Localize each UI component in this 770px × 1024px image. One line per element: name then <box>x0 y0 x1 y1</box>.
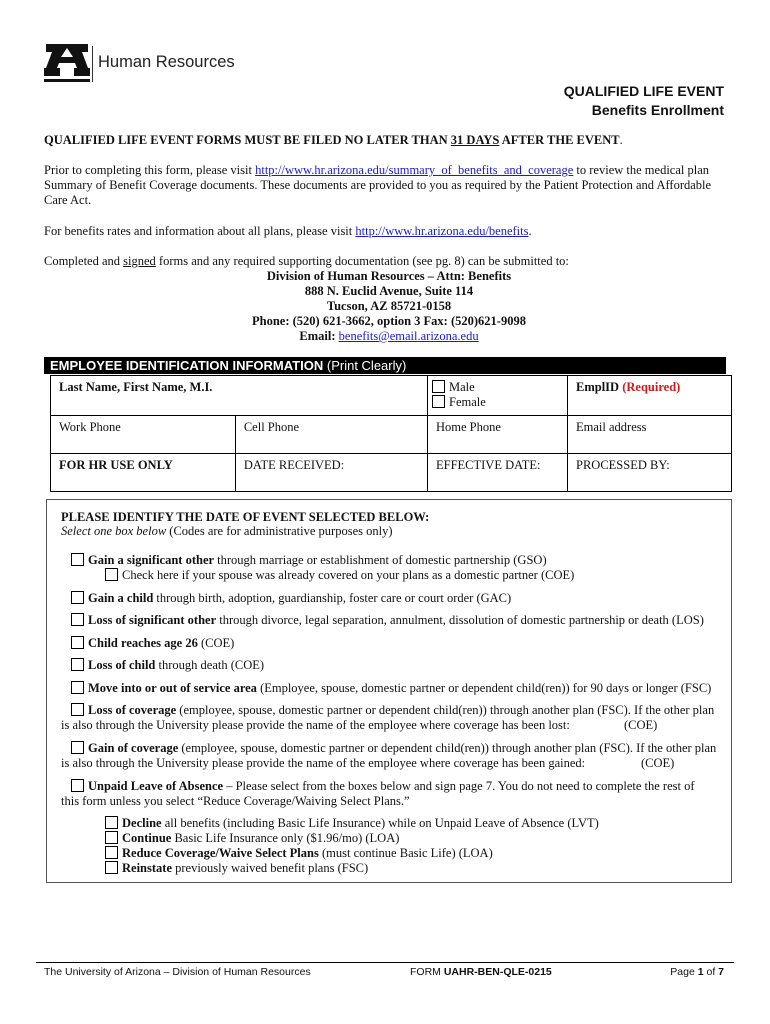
leave-option-decline[interactable] <box>105 816 719 831</box>
los-desc: through divorce, legal separation, annulment, dissolution of domestic partnership or death (LOS) <box>216 613 704 627</box>
submit-paragraph <box>44 254 734 269</box>
gain-cov-code: (COE) <box>641 756 675 770</box>
form-subtitle: Benefits Enrollment <box>591 102 724 118</box>
gain-cov-checkbox[interactable] <box>71 741 84 754</box>
continue-checkbox[interactable] <box>105 831 118 844</box>
event-gain-significant-other[interactable] <box>71 553 719 568</box>
female-option[interactable] <box>432 395 563 410</box>
continue-desc: Basic Life Insurance only ($1.96/mo) (LOA) <box>171 831 400 845</box>
identification-section-header <box>44 357 726 374</box>
event-unpaid-leave-cont <box>61 794 719 809</box>
email-address-label: Email address <box>576 420 647 434</box>
loss-cov-desc-2: is also through the University please provide the name of the employee where coverage has been lost: <box>61 718 570 732</box>
event-unpaid-leave[interactable] <box>71 779 719 794</box>
male-option[interactable] <box>432 380 563 395</box>
block-a-logo-icon <box>44 44 90 84</box>
male-checkbox[interactable] <box>432 380 445 393</box>
cell-phone-label: Cell Phone <box>243 420 300 434</box>
identification-table <box>50 375 732 492</box>
email-link[interactable]: benefits@email.arizona.edu <box>338 329 479 343</box>
female-label: Female <box>449 395 486 409</box>
decline-label: Decline <box>122 816 162 830</box>
gac-checkbox[interactable] <box>71 591 84 604</box>
deadline-end: . <box>619 133 623 147</box>
event-loss-of-coverage-cont <box>61 718 719 733</box>
event-gain-of-coverage-cont <box>61 756 719 771</box>
rates-paragraph <box>44 224 734 239</box>
cell-phone-cell[interactable] <box>235 416 427 454</box>
hr-use-cell <box>51 454 236 492</box>
emplid-required: (Required) <box>622 380 681 394</box>
sbc-text-post: to review the medical plan Summary of Benefit Coverage documents. These documents are provided to you as required by the Patient Protection and Affordable Care Act. <box>44 163 712 207</box>
reinstate-desc: previously waived benefit plans (FSC) <box>172 861 369 875</box>
female-checkbox[interactable] <box>432 395 445 408</box>
event-gain-child[interactable] <box>71 591 719 606</box>
instruction-italic: Select one box below <box>61 524 167 538</box>
coe-dp-checkbox[interactable] <box>105 568 118 581</box>
gain-cov-desc-1: (employee, spouse, domestic partner or dependent child(ren)) through another plan (FSC). If the other plan <box>178 741 717 755</box>
coe-dp-desc: Check here if your spouse was already covered on your plans as a domestic partner (COE) <box>122 568 575 582</box>
footer-form <box>410 966 552 978</box>
page-of: of <box>703 966 719 978</box>
processed-by-cell <box>568 454 732 492</box>
work-phone-cell[interactable] <box>51 416 236 454</box>
event-loss-of-child[interactable] <box>71 658 719 673</box>
org-name: Human Resources <box>98 53 235 71</box>
sbc-paragraph <box>44 163 734 208</box>
name-cell[interactable] <box>51 376 428 416</box>
decline-checkbox[interactable] <box>105 816 118 829</box>
loss-child-label: Loss of child <box>88 658 156 672</box>
reduce-label: Reduce Coverage/Waive Select Plans <box>122 846 319 860</box>
child26-checkbox[interactable] <box>71 636 84 649</box>
event-gain-of-coverage[interactable] <box>71 741 719 756</box>
sbc-text-pre: Prior to completing this form, please visit <box>44 163 256 177</box>
work-phone-label: Work Phone <box>59 420 121 434</box>
gain-cov-desc-2: is also through the University please provide the name of the employee where coverage has been gained: <box>61 756 586 770</box>
leave-option-continue[interactable] <box>105 831 719 846</box>
event-child-reaches-26[interactable] <box>71 636 719 651</box>
processed-by-label: PROCESSED BY: <box>576 458 670 472</box>
form-label: FORM <box>410 966 444 978</box>
address-email <box>44 329 734 344</box>
instruction-rest: (Codes are for administrative purposes only) <box>166 524 393 538</box>
gain-cov-label: Gain of coverage <box>88 741 179 755</box>
home-phone-label: Home Phone <box>436 420 501 434</box>
event-loss-significant-other[interactable] <box>71 613 719 628</box>
identification-title: EMPLOYEE IDENTIFICATION INFORMATION <box>50 358 324 373</box>
deadline-notice <box>44 133 623 148</box>
move-desc: (Employee, spouse, domestic partner or dependent child(ren)) for 90 days or longer (FSC) <box>256 681 712 695</box>
home-phone-cell[interactable] <box>428 416 568 454</box>
form-title: QUALIFIED LIFE EVENT <box>563 83 724 99</box>
address-line-2: 888 N. Euclid Avenue, Suite 114 <box>304 284 474 298</box>
page-label: Page <box>670 966 698 978</box>
email-label: Email: <box>299 329 339 343</box>
event-instruction <box>61 524 719 539</box>
los-label: Loss of significant other <box>88 613 217 627</box>
loss-child-checkbox[interactable] <box>71 658 84 671</box>
footer-page <box>670 966 724 978</box>
deadline-days: 31 DAYS <box>450 133 500 147</box>
unpaid-checkbox[interactable] <box>71 779 84 792</box>
unpaid-desc-1: – Please select from the boxes below and sign page 7. You do not need to complete the rest of <box>223 779 695 793</box>
effective-date-cell <box>428 454 568 492</box>
loss-child-desc: through death (COE) <box>155 658 265 672</box>
los-checkbox[interactable] <box>71 613 84 626</box>
emplid-label: EmplID <box>576 380 620 394</box>
submit-text-post: forms and any required supporting documentation (see pg. 8) can be submitted to: <box>155 254 569 268</box>
sbc-link[interactable]: http://www.hr.arizona.edu/summary_of_benefits_and_coverage <box>255 163 574 177</box>
hr-use-label: FOR HR USE ONLY <box>59 458 173 472</box>
address-line-1: Division of Human Resources – Attn: Benefits <box>266 269 512 283</box>
university-logo <box>44 44 90 84</box>
gso-checkbox[interactable] <box>71 553 84 566</box>
gac-desc: through birth, adoption, guardianship, foster care or court order (GAC) <box>153 591 512 605</box>
gso-label: Gain a significant other <box>88 553 215 567</box>
decline-desc: all benefits (including Basic Life Insurance) while on Unpaid Leave of Absence (LVT) <box>161 816 599 830</box>
identification-note: (Print Clearly) <box>326 358 407 373</box>
submit-signed: signed <box>123 254 156 268</box>
submit-text-pre: Completed and <box>44 254 124 268</box>
reinstate-checkbox[interactable] <box>105 861 118 874</box>
male-label: Male <box>449 380 475 394</box>
gso-desc: through marriage or establishment of domestic partnership (GSO) <box>214 553 547 567</box>
address-line-3: Tucson, AZ 85721-0158 <box>326 299 452 313</box>
gac-label: Gain a child <box>88 591 154 605</box>
address-phone: Phone: (520) 621-3662, option 3 Fax: (520)621-9098 <box>252 314 526 328</box>
page-total: 7 <box>718 966 724 978</box>
loss-cov-checkbox[interactable] <box>71 703 84 716</box>
leave-option-reduce[interactable] <box>105 846 719 861</box>
event-loss-of-coverage[interactable] <box>71 703 719 718</box>
reinstate-label: Reinstate <box>122 861 172 875</box>
reduce-checkbox[interactable] <box>105 846 118 859</box>
email-address-cell[interactable] <box>568 416 732 454</box>
gender-cell <box>428 376 568 416</box>
child26-label: Child reaches age 26 <box>88 636 198 650</box>
name-label: Last Name, First Name, M.I. <box>59 380 213 394</box>
form-code: UAHR-BEN-QLE-0215 <box>443 966 552 978</box>
loss-cov-label: Loss of coverage <box>88 703 177 717</box>
event-domestic-partner-covered[interactable] <box>105 568 719 583</box>
page-number: 1 <box>697 966 704 978</box>
date-received-cell <box>235 454 427 492</box>
reduce-desc: (must continue Basic Life) (LOA) <box>318 846 493 860</box>
event-selection-box <box>46 499 732 883</box>
move-checkbox[interactable] <box>71 681 84 694</box>
logo-divider <box>92 46 93 82</box>
event-move-service-area[interactable] <box>71 681 719 696</box>
unpaid-label: Unpaid Leave of Absence <box>88 779 224 793</box>
deadline-text-pre: QUALIFIED LIFE EVENT FORMS MUST BE FILED NO LATER THAN <box>44 133 451 147</box>
move-label: Move into or out of service area <box>88 681 257 695</box>
effective-date-label: EFFECTIVE DATE: <box>436 458 541 472</box>
benefits-link[interactable]: http://www.hr.arizona.edu/benefits <box>355 224 529 238</box>
loss-cov-desc-1: (employee, spouse, domestic partner or dependent child(ren)) through another plan (FSC). If the other plan <box>176 703 715 717</box>
leave-option-reinstate[interactable] <box>105 861 719 876</box>
child26-desc: (COE) <box>197 636 235 650</box>
unpaid-desc-2: this form unless you select “Reduce Coverage/Waiving Select Plans.” <box>61 794 410 808</box>
emplid-cell[interactable] <box>568 376 732 416</box>
mailing-address <box>44 269 734 344</box>
event-heading: PLEASE IDENTIFY THE DATE OF EVENT SELECTED BELOW: <box>61 510 430 524</box>
date-received-label: DATE RECEIVED: <box>243 458 345 472</box>
rates-text-post: . <box>528 224 532 238</box>
rates-text-pre: For benefits rates and information about all plans, please visit <box>44 224 356 238</box>
loss-cov-code: (COE) <box>624 718 658 732</box>
continue-label: Continue <box>122 831 172 845</box>
footer-rule <box>36 962 734 963</box>
deadline-text-post: AFTER THE EVENT <box>499 133 620 147</box>
footer-left: The University of Arizona – Division of Human Resources <box>44 966 311 978</box>
